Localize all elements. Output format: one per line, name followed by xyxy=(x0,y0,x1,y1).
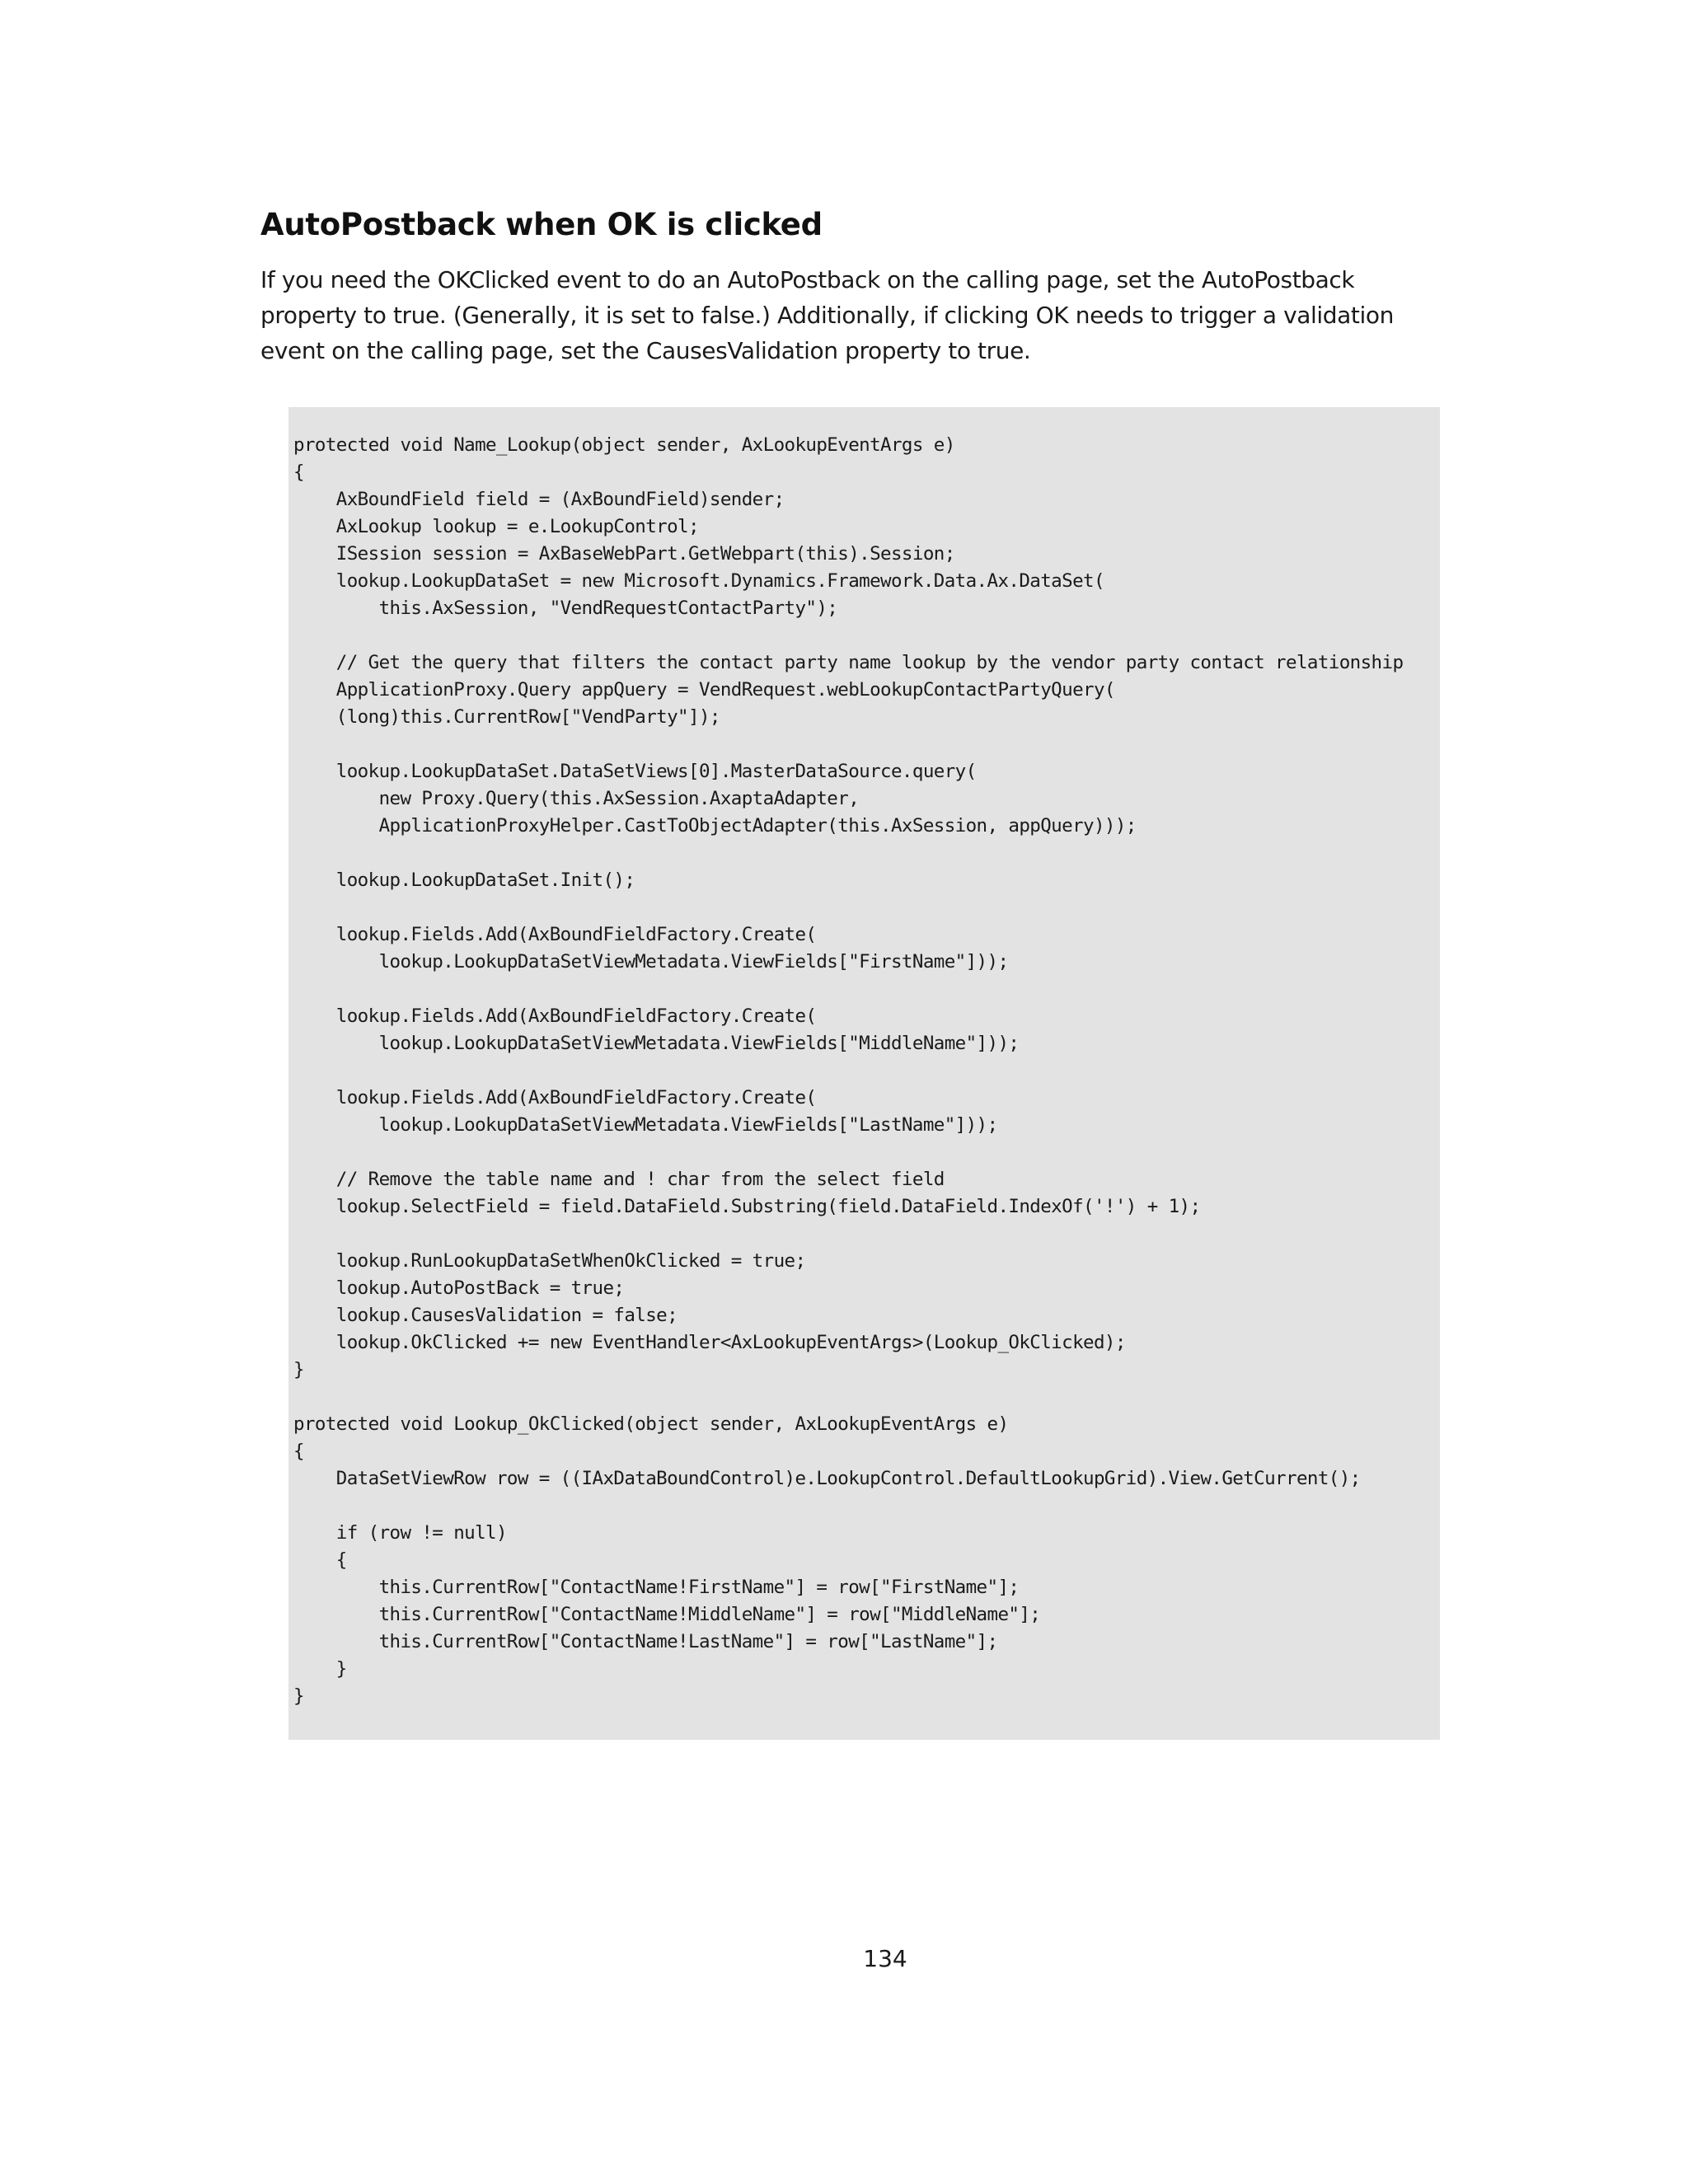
code-line: lookup.AutoPostBack = true; xyxy=(293,1277,625,1299)
code-line xyxy=(293,1057,1440,1085)
code-line: } xyxy=(293,1658,347,1680)
code-line: lookup.CausesValidation = false; xyxy=(293,1305,678,1326)
code-line: AxBoundField field = (AxBoundField)sender; xyxy=(293,489,785,510)
code-line: // Get the query that filters the contact party name lookup by the vendor party contact relationship xyxy=(293,652,1404,673)
code-line xyxy=(293,976,1440,1003)
code-line: ApplicationProxyHelper.CastToObjectAdapter(this.AxSession, appQuery))); xyxy=(293,815,1137,837)
code-line: { xyxy=(293,1549,347,1571)
section-heading: AutoPostback when OK is clicked xyxy=(260,207,823,242)
code-line xyxy=(293,1221,1440,1248)
code-line: if (row != null) xyxy=(293,1522,507,1544)
code-line xyxy=(293,840,1440,867)
code-block xyxy=(288,407,1440,1740)
code-line: new Proxy.Query(this.AxSession.AxaptaAdapter, xyxy=(293,788,860,809)
code-line: { xyxy=(293,462,304,483)
code-line xyxy=(293,1493,1440,1520)
code-line: lookup.Fields.Add(AxBoundFieldFactory.Create( xyxy=(293,1087,817,1108)
code-line: lookup.Fields.Add(AxBoundFieldFactory.Create( xyxy=(293,1005,817,1027)
section-paragraph: If you need the OKClicked event to do an AutoPostback on the calling page, set the AutoPostback property to true. (Generally, it is set to false.) Additionally, if clicking OK needs to trigger a validation event on the calling page, set the CausesValidation property to true. xyxy=(260,266,1394,364)
code-line: lookup.LookupDataSet.DataSetViews[0].MasterDataSource.query( xyxy=(293,761,977,782)
code-line: lookup.LookupDataSetViewMetadata.ViewFields["MiddleName"])); xyxy=(293,1033,1020,1054)
code-line: lookup.Fields.Add(AxBoundFieldFactory.Create( xyxy=(293,924,817,945)
code-line: } xyxy=(293,1685,304,1707)
code-line: } xyxy=(293,1359,304,1380)
code-line: AxLookup lookup = e.LookupControl; xyxy=(293,516,699,537)
code-line: (long)this.CurrentRow["VendParty"]); xyxy=(293,706,720,728)
code-line: this.CurrentRow["ContactName!MiddleName"] = row["MiddleName"]; xyxy=(293,1604,1041,1625)
code-line: ISession session = AxBaseWebPart.GetWebpart(this).Session; xyxy=(293,543,955,565)
code-line: // Remove the table name and ! char from the select field xyxy=(293,1169,945,1190)
code-line: protected void Name_Lookup(object sender, AxLookupEventArgs e) xyxy=(293,434,955,456)
code-line: DataSetViewRow row = ((IAxDataBoundControl)e.LookupControl.DefaultLookupGrid).View.GetCurrent(); xyxy=(293,1468,1361,1489)
code-line: { xyxy=(293,1441,304,1462)
code-line xyxy=(293,1139,1440,1166)
code-line: lookup.OkClicked += new EventHandler<AxLookupEventArgs>(Lookup_OkClicked); xyxy=(293,1332,1126,1353)
code-line: this.CurrentRow["ContactName!LastName"] = row["LastName"]; xyxy=(293,1631,998,1652)
code-line xyxy=(293,1384,1440,1411)
code-line: lookup.LookupDataSetViewMetadata.ViewFields["LastName"])); xyxy=(293,1114,998,1136)
code-line: lookup.LookupDataSet.Init(); xyxy=(293,869,635,891)
code-line: this.CurrentRow["ContactName!FirstName"] = row["FirstName"]; xyxy=(293,1577,1020,1598)
page-number: 134 xyxy=(863,1945,907,1972)
code-line: lookup.LookupDataSet = new Microsoft.Dynamics.Framework.Data.Ax.DataSet( xyxy=(293,570,1104,592)
code-line: lookup.RunLookupDataSetWhenOkClicked = true; xyxy=(293,1250,806,1272)
code-line: lookup.SelectField = field.DataField.Substring(field.DataField.IndexOf('!') + 1); xyxy=(293,1196,1201,1217)
code-line: lookup.LookupDataSetViewMetadata.ViewFields["FirstName"])); xyxy=(293,951,1009,972)
code-line xyxy=(293,622,1440,649)
code-line: ApplicationProxy.Query appQuery = VendRequest.webLookupContactPartyQuery( xyxy=(293,679,1115,701)
code-line: protected void Lookup_OkClicked(object sender, AxLookupEventArgs e) xyxy=(293,1413,1009,1435)
code-line: this.AxSession, "VendRequestContactParty"); xyxy=(293,598,838,619)
code-line xyxy=(293,894,1440,921)
code-line xyxy=(293,731,1440,758)
